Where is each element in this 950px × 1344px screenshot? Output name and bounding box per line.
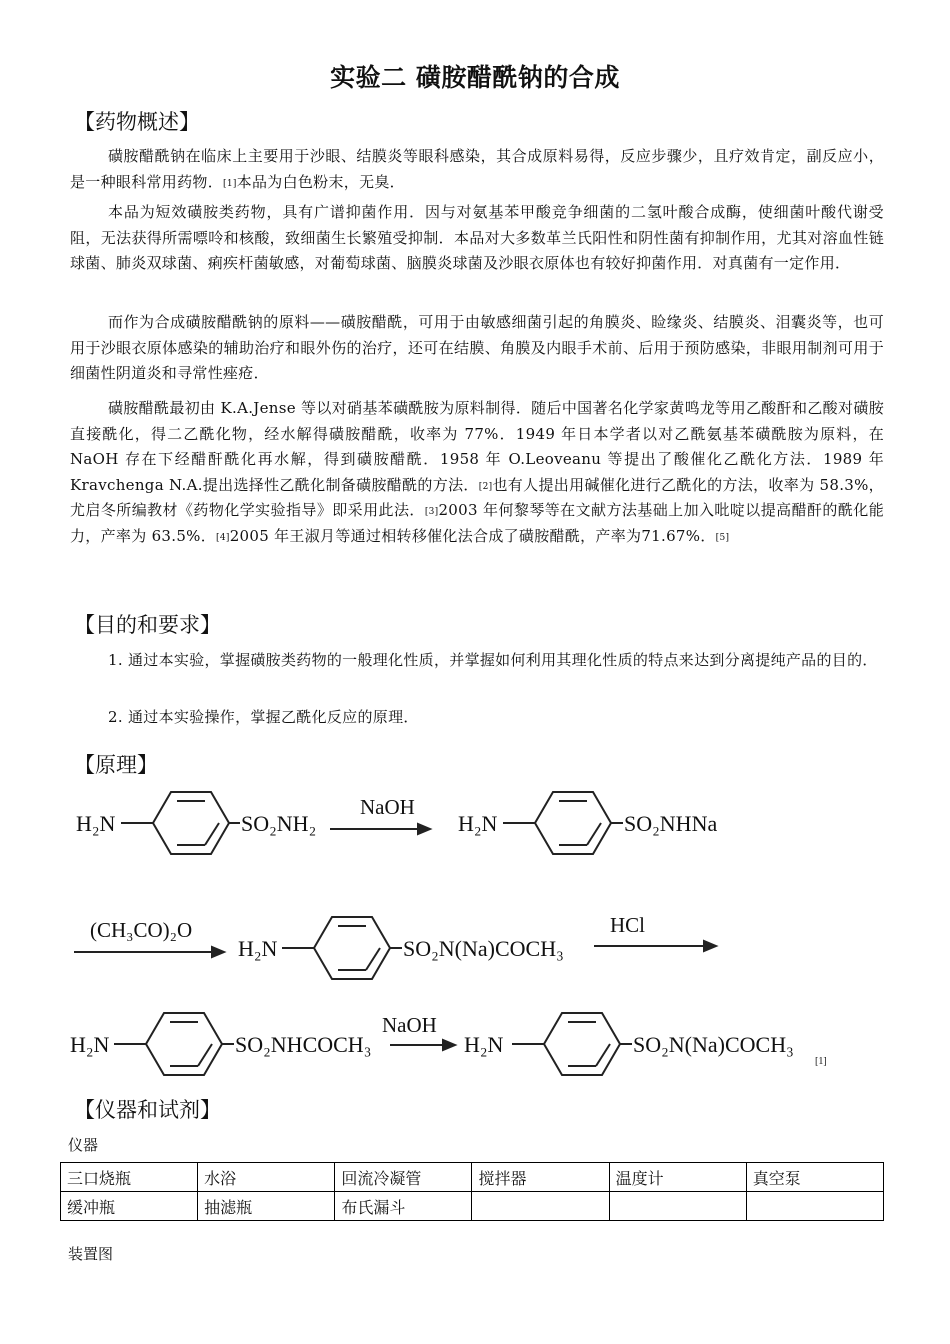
goal-item-2: 2. 通过本实验操作，掌握乙酰化反应的原理． <box>108 708 419 726</box>
reagent-naoh-2: NaOH <box>382 1013 437 1037</box>
table-cell <box>746 1192 883 1221</box>
history-paragraph: 磺胺醋酰最初由 K.A.Jense 等以对硝基苯磺酰胺为原料制得．随后中国著名化学家黄鸣龙等用乙酸酐和乙酸对磺胺直接酰化，得二乙酰化物，经水解得磺胺醋酰，收率为 77%．1949 年日本学者以对乙酰氨基苯磺酰胺为原料，在 NaOH 存在下经醋酐酰化再水解，得到磺胺醋酰．1958 年 O.Leoveanu 等提出了酸催化乙酰化方法．1989 年 Kravchenga N.A.提出选择性乙酰化制备磺胺醋酰的方法．[2]也有人提出用碱催化进行乙酰化的方法，收率为 58.3%，尤启冬所编教材《药物化学实验指导》即采用此法．[3]2003 年何黎琴等在文献方法基础上加入吡啶以提高醋酐的酰化能力，产率为 63.5%．[4]2005 年王淑月等通过相转移催化法合成了磺胺醋酰，产率为71.67%．[5] <box>70 399 884 545</box>
section-goals-heading: 【目的和要求】 <box>74 613 221 637</box>
amine-label-4: H₂N <box>70 1032 110 1057</box>
instruments-table <box>60 1162 884 1221</box>
overview-paragraph-2: 本品为短效磺胺类药物，具有广谱抑菌作用．因与对氨基苯甲酸竞争细菌的二氢叶酸合成酶，使细菌叶酸代谢受阻，无法获得所需嘌呤和核酸，致细菌生长繁殖受抑制．本品对大多数革兰氏阳性和阴性菌有抑制作用，尤其对溶血性链球菌、肺炎双球菌、痢疾杆菌敏感，对葡萄球菌、脑膜炎球菌及沙眼衣原体也有较好抑菌作用．对真菌有一定作用． <box>70 203 884 273</box>
sulfacetamide-sodium: SO₂N(Na)COCH₃ <box>633 1032 794 1057</box>
benzene-ring-4 <box>146 1013 222 1075</box>
overview-paragraph-1: 磺胺醋酰钠在临床上主要用于沙眼、结膜炎等眼科感染，其合成原料易得，反应步骤少，且疗效肯定，副反应小，是一种眼科常用药物．[1]本品为白色粉末，无臭． <box>70 147 884 191</box>
section-overview-heading: 【药物概述】 <box>74 110 200 134</box>
table-cell: 三口烧瓶 <box>61 1163 198 1192</box>
section-apparatus-heading: 【仪器和试剂】 <box>74 1098 221 1122</box>
reagent-naoh-1: NaOH <box>360 795 415 819</box>
overview-paragraph-3: 而作为合成磺胺醋酰钠的原料——磺胺醋酰，可用于由敏感细菌引起的角膜炎、睑缘炎、结膜炎、泪囊炎等，也可用于沙眼衣原体感染的辅助治疗和眼外伤的治疗，还可在结膜、角膜及内眼手术前、后用于预防感染，非眼用制剂可用于细菌性阴道炎和寻常性痤疮． <box>70 313 884 383</box>
table-cell <box>609 1192 746 1221</box>
apparatus-diagram-label: 装置图 <box>68 1245 114 1263</box>
benzene-ring-1 <box>153 792 229 854</box>
intermediate-acetyl-sodium: SO₂N(Na)COCH₃ <box>403 936 564 961</box>
reaction-scheme <box>60 782 860 1082</box>
page-title: 实验二 磺胺醋酰钠的合成 <box>330 63 620 92</box>
instruments-label: 仪器 <box>68 1136 99 1154</box>
table-cell: 真空泵 <box>746 1163 883 1192</box>
table-cell: 缓冲瓶 <box>61 1192 198 1221</box>
reagent-acetic-anhydride: (CH₃CO)₂O <box>90 918 193 942</box>
amine-label-5: H₂N <box>464 1032 504 1057</box>
amine-label-3: H₂N <box>238 936 278 961</box>
table-cell: 水浴 <box>198 1163 335 1192</box>
amine-label-2: H₂N <box>458 811 498 836</box>
reagent-hcl: HCl <box>610 913 646 937</box>
table-cell <box>472 1192 609 1221</box>
amine-label-1: H₂N <box>76 811 116 836</box>
sulfacetamide: SO₂NHCOCH₃ <box>235 1032 372 1057</box>
table-cell: 抽滤瓶 <box>198 1192 335 1221</box>
table-cell: 搅拌器 <box>472 1163 609 1192</box>
section-principle-heading: 【原理】 <box>74 753 158 777</box>
table-cell: 回流冷凝管 <box>335 1163 472 1192</box>
table-row <box>61 1163 884 1192</box>
scheme-reference: [1] <box>815 1056 827 1067</box>
table-cell: 温度计 <box>609 1163 746 1192</box>
benzene-ring-5 <box>544 1013 620 1075</box>
benzene-ring-3 <box>314 917 390 979</box>
reactant-sulfonamide: SO₂NH₂ <box>241 811 317 836</box>
table-cell: 布氏漏斗 <box>335 1192 472 1221</box>
goal-item-1: 1. 通过本实验，掌握磺胺类药物的一般理化性质，并掌握如何利用其理化性质的特点来达到分离提纯产品的目的． <box>108 651 878 669</box>
benzene-ring-2 <box>535 792 611 854</box>
table-row <box>61 1192 884 1221</box>
product-sulfonamide-sodium: SO₂NHNa <box>624 811 718 836</box>
